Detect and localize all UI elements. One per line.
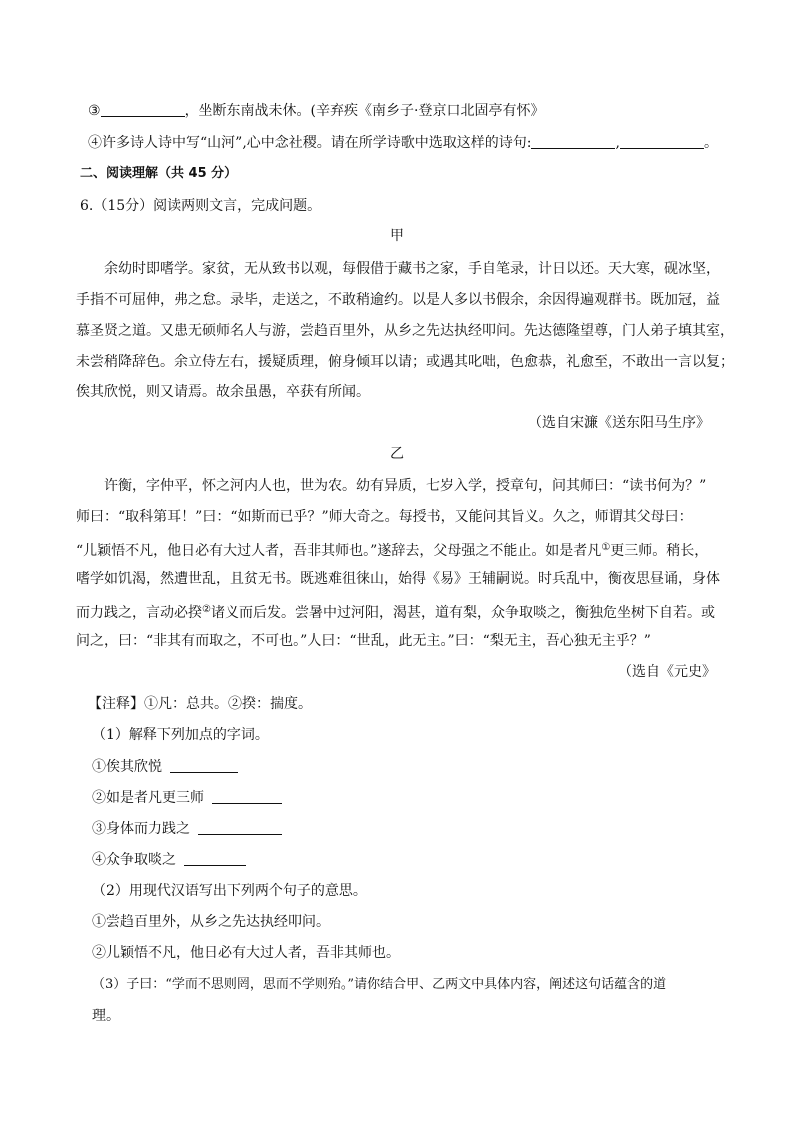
subquestion-3-prompt: （3）子曰：“学而不思则罔，思而不学则殆。”请你结合甲、乙两文中具体内容，阐述这句话蕴含的道: [92, 977, 667, 992]
passage-a-line: 手指不可屈伸，弗之怠。录毕，走送之，不敢稍逾约。以是人多以书假余，余因得遍观群书。既加冠，益: [76, 292, 720, 308]
answer-blank[interactable]: [198, 821, 282, 835]
separator: ,: [615, 135, 620, 151]
item-text: ①俟其欣悦: [92, 759, 162, 775]
passage-b-line: [76, 602, 715, 621]
passage-b-text: “儿颖悟不凡，他日必有大过人者，吾非其师也。”遂辞去，父母强之不能止。如是者凡: [76, 543, 602, 559]
subquestion-1-prompt: （1）解释下列加点的字词。: [92, 727, 269, 743]
passage-b-line: 嗜学如饥渴，然遭世乱，且贫无书。既逃难徂徕山，始得《易》王辅嗣说。时兵乱中，衡夜思昼诵，身体: [76, 571, 720, 587]
passage-a-source: （选自宋濂《送东阳马生序》: [528, 415, 710, 431]
section-heading: 二、阅读理解（共 45 分）: [80, 166, 238, 181]
passage-b-title: 乙: [390, 446, 404, 462]
answer-blank[interactable]: [101, 103, 185, 117]
footnote-marker: ①: [601, 542, 611, 553]
passage-a-line: 俟其欣悦，则又请焉。故余虽愚，卒获有所闻。: [76, 384, 370, 400]
passage-b-line: [76, 540, 708, 559]
poem-item-text: ④许多诗人诗中写“山河”,心中念社稷。请在所学诗歌中选取这样的诗句:: [88, 135, 532, 151]
passage-a-title: 甲: [390, 228, 404, 244]
subquestion-1-item: [92, 821, 282, 837]
passage-b-line: 师曰：“取科第耳！”曰：“如斯而已乎？”师大奇之。每授书，又能问其旨义。久之，师谓其父母曰：: [76, 509, 693, 525]
answer-blank[interactable]: [620, 135, 704, 149]
poem-item-4: [88, 135, 718, 151]
subquestion-2-item: ②儿颖悟不凡，他日必有大过人者，吾非其师也。: [92, 945, 400, 961]
item-number: ③: [88, 103, 101, 119]
poem-item-3: [88, 103, 544, 119]
passage-b-text: 诸义而后发。尝暑中过河阳，渴甚，道有梨，众争取啖之，衡独危坐树下自若。或: [210, 605, 715, 621]
passage-b-text: 更三师。稍长，: [610, 543, 709, 559]
subquestion-2-item: ①尝趋百里外，从乡之先达执经叩问。: [92, 914, 330, 930]
item-text: ②如是者凡更三师: [92, 790, 204, 806]
poem-item-text: ，坐断东南战未休。(辛弃疾《南乡子·登京口北固亭有怀》: [184, 103, 545, 119]
footnote-marker: ②: [202, 604, 211, 615]
item-text: ④众争取啖之: [92, 852, 176, 868]
end-mark: 。: [703, 135, 718, 151]
answer-blank[interactable]: [212, 790, 282, 804]
passage-b-source: （选自《元史》: [618, 664, 716, 680]
passage-b-text: 而力践之，言动必揆: [76, 605, 202, 621]
passage-a-line: 未尝稍降辞色。余立侍左右，援疑质理，俯身倾耳以请；或遇其叱咄，色愈恭，礼愈至，不敢出一言以复；: [76, 354, 734, 370]
answer-blank[interactable]: [184, 852, 246, 866]
annotation-notes: 【注释】①凡：总共。②揆：揣度。: [88, 696, 312, 712]
subquestion-1-item: [92, 852, 246, 868]
answer-blank[interactable]: [531, 135, 615, 149]
passage-a-line: 余幼时即嗜学。家贫，无从致书以观，每假借于藏书之家，手自笔录，计日以还。天大寒，砚冰坚，: [104, 261, 720, 277]
subquestion-3-prompt-cont: 理。: [92, 1008, 120, 1024]
answer-blank[interactable]: [170, 759, 238, 773]
item-text: ③身体而力践之: [92, 821, 190, 837]
subquestion-1-item: [92, 790, 282, 806]
subquestion-2-prompt: （2）用现代汉语写出下列两个句子的意思。: [92, 883, 367, 899]
subquestion-1-item: [92, 759, 238, 775]
passage-b-line: 问之，曰：“非其有而取之，不可也。”人曰：“世乱，此无主。”曰：“梨无主，吾心独无主乎？”: [76, 633, 651, 649]
passage-a-line: 慕圣贤之道。又患无硕师名人与游，尝趋百里外，从乡之先达执经叩问。先达德隆望尊，门人弟子填其室，: [76, 323, 734, 339]
passage-b-line: 许衡，字仲平，怀之河内人也，世为农。幼有异质，七岁入学，授章句，问其师曰：“读书何为？”: [104, 478, 707, 494]
question-intro: 6.（15分）阅读两则文言，完成问题。: [80, 198, 322, 214]
